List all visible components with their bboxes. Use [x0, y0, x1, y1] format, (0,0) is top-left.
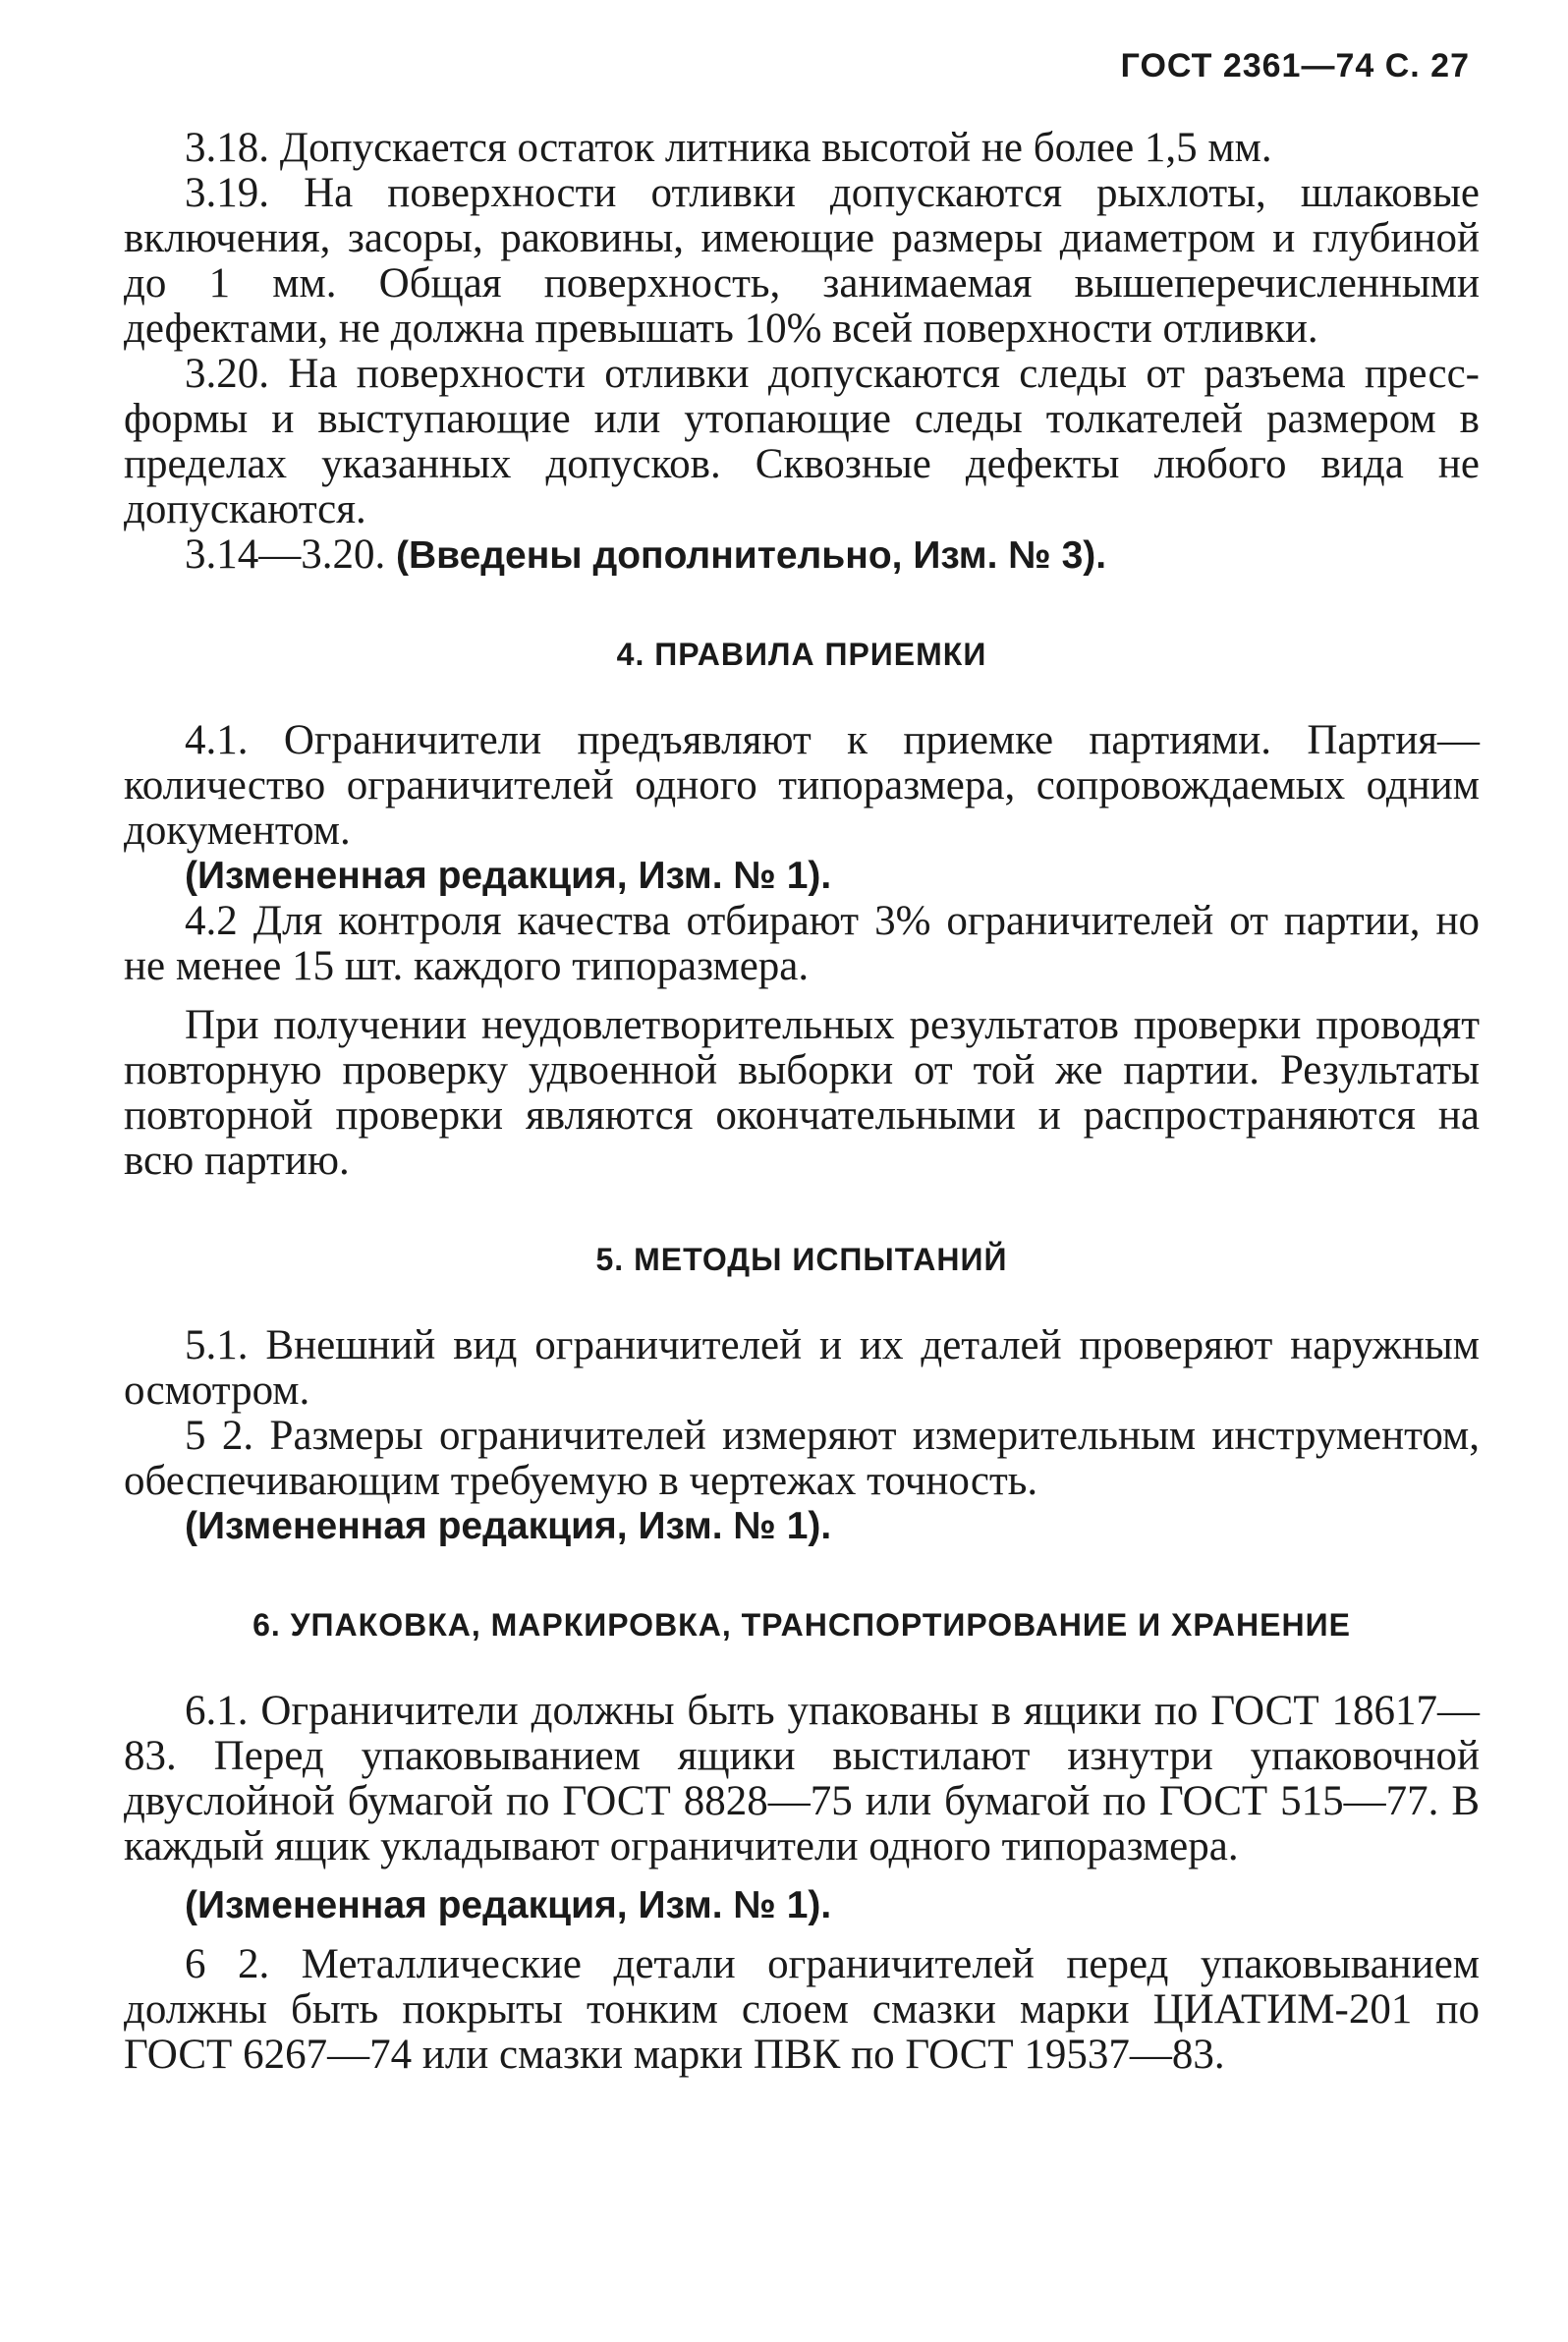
amendment-note-3 [124, 532, 1480, 579]
amendment-note-5: (Измененная редакция, Изм. № 1). [185, 1505, 832, 1547]
amendment-range: 3.14—3.20. [185, 531, 386, 578]
clause-5-2: 5 2. Размеры ограничителей измеряют измерительным инструментом, обеспечивающим требуемую в чертежах точность. [124, 1413, 1480, 1504]
page-header: ГОСТ 2361—74 С. 27 [1120, 47, 1470, 84]
page-content [124, 126, 1480, 2078]
clause-4-1: 4.1. Ограничители предъявляют к приемке партиями. Партия— количество ограничителей одного типоразмера, сопровождаемых одним документом. [124, 717, 1480, 854]
amendment-note-6: (Измененная редакция, Изм. № 1). [185, 1884, 832, 1926]
section-4-title: 4. ПРАВИЛА ПРИЕМКИ [616, 637, 987, 672]
clause-4-2: 4.2 Для контроля качества отбирают 3% ограничителей от партии, но не менее 15 шт. каждого типоразмера. [124, 898, 1480, 989]
amendment-note-4-1: (Измененная редакция, Изм. № 1). [185, 855, 832, 897]
section-6-title: 6. УПАКОВКА, МАРКИРОВКА, ТРАНСПОРТИРОВАНИЕ И ХРАНЕНИЕ [252, 1607, 1351, 1643]
amendment-text: (Введены дополнительно, Изм. № 3). [396, 534, 1107, 577]
clause-6-1: 6.1. Ограничители должны быть упакованы в ящики по ГОСТ 18617—83. Перед упаковыванием ящики выстилают изнутри упаковочной двуслойной бумагой по ГОСТ 8828—75 или бумагой по ГОСТ 515—77. В каждый ящик укладывают ограничители одного типоразмера. [124, 1688, 1480, 1869]
clause-6-2: 6 2. Металлические детали ограничителей перед упаковыванием должны быть покрыты тонким слоем смазки марки ЦИАТИМ-201 по ГОСТ 6267—74 или смазки марки ПВК по ГОСТ 19537—83. [124, 1941, 1480, 2078]
section-5-title: 5. МЕТОДЫ ИСПЫТАНИЙ [595, 1242, 1008, 1277]
clause-3-20: 3.20. На поверхности отливки допускаются следы от разъема пресс-формы и выступающие или утопающие следы толкателей размером в пределах указанных допусков. Сквозные дефекты любого вида не допускаются. [124, 351, 1480, 532]
clause-4-2-continued: При получении неудовлетворительных результатов проверки проводят повторную проверку удвоенной выборки от той же партии. Результаты повторной проверки являются окончательными и распространяются на всю партию. [124, 1002, 1480, 1184]
clause-3-18: 3.18. Допускается остаток литника высотой не более 1,5 мм. [185, 125, 1272, 171]
clause-3-19: 3.19. На поверхности отливки допускаются рыхлоты, шлаковые включения, засоры, раковины, имеющие размеры диаметром и глубиной до 1 мм. Общая поверхность, занимаемая вышеперечисленными дефектами, не должна превышать 10% всей поверхности отливки. [124, 170, 1480, 352]
clause-5-1: 5.1. Внешний вид ограничителей и их деталей проверяют наружным осмотром. [124, 1322, 1480, 1414]
